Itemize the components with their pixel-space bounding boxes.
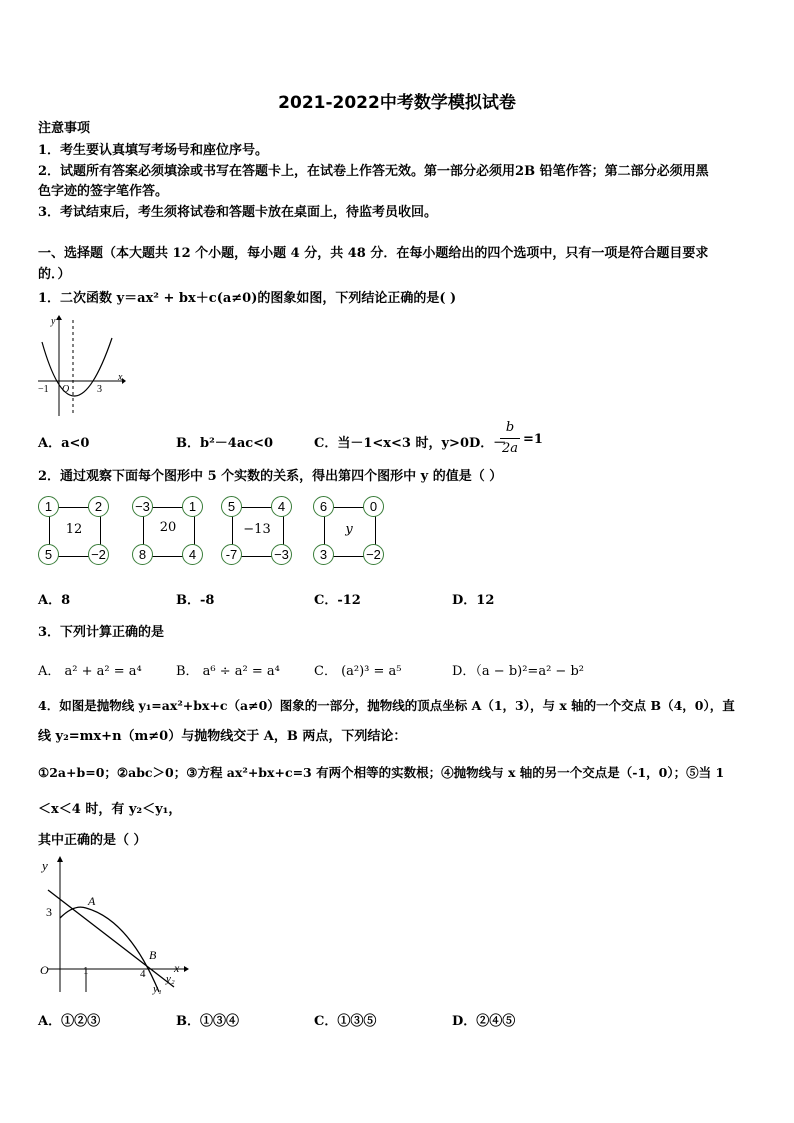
q3-option-b[interactable]: B． a⁶ ÷ a² = a⁴	[176, 664, 280, 679]
q3-option-c[interactable]: C． (a²)³ = a⁵	[314, 664, 402, 679]
q2-fig1-br: −2	[88, 544, 109, 565]
q3-option-d[interactable]: D．（a − b)²=a² − b²	[452, 664, 584, 679]
q2-fig2-tl: −3	[132, 496, 153, 517]
q4-y-label: y	[42, 858, 48, 873]
q4-option-c[interactable]: C．①③⑤	[314, 1014, 377, 1029]
q2-fig4-br: −2	[363, 544, 384, 565]
q2-fig2-bl: 8	[132, 544, 153, 565]
q4-question: 其中正确的是（ ）	[38, 833, 147, 848]
q1-frac-numerator: b	[505, 420, 515, 435]
section-heading: 一、选择题（本大题共 12 个小题，每小题 4 分，共 48 分．在每小题给出的四个选项中，只有一项是符合题目要求	[38, 246, 709, 261]
q4-tick-3: 3	[46, 905, 52, 919]
notice-heading: 注意事项	[38, 121, 91, 136]
q2-fig1-bl: 5	[38, 544, 59, 565]
q2-fig4-tr: 0	[363, 496, 384, 517]
q2-option-d[interactable]: D．12	[452, 593, 495, 608]
q4-option-d[interactable]: D．②④⑤	[452, 1014, 516, 1029]
q2-option-c[interactable]: C．-12	[314, 593, 361, 608]
q4-label-y2: y₂	[166, 973, 175, 985]
q1-option-c[interactable]: C．当－1<x<3 时，y>0D．－	[314, 436, 507, 451]
notice-item-3: 3．考试结束后，考生须将试卷和答题卡放在桌面上，待监考员收回。	[38, 205, 438, 220]
q1-x-label: x	[118, 372, 123, 383]
q1-tick-minus1: −1	[38, 384, 49, 395]
q2-fig3-tl: 5	[221, 496, 242, 517]
q4-tick-4: 4	[140, 968, 146, 980]
q4-graph	[34, 852, 194, 1000]
q4-option-a[interactable]: A．①②③	[38, 1014, 101, 1029]
q4-stem-line2: 线 y₂=mx+n（m≠0）与抛物线交于 A，B 两点，下列结论：	[38, 729, 407, 744]
q2-fig1-tr: 2	[88, 496, 109, 517]
q1-origin-label: O	[62, 384, 70, 395]
q2-fig2-center: 20	[159, 520, 177, 535]
q2-stem: 2．通过观察下面每个图形中 5 个实数的关系，得出第四个图形中 y 的值是（ ）	[38, 469, 503, 484]
q4-statements: ①2a+b=0；②abc＞0；③方程 ax²+bx+c=3 有两个相等的实数根；④抛物线与 x 轴的另一个交点是（-1，0）；⑤当 1	[38, 765, 725, 780]
q3-stem: 3．下列计算正确的是	[38, 625, 165, 640]
q4-tick-1: 1	[83, 965, 89, 977]
q1-tick-3: 3	[97, 384, 102, 395]
q4-point-b: B	[149, 948, 157, 962]
q4-x-label: x	[174, 961, 180, 975]
q2-fig1-center: 12	[65, 522, 83, 537]
q2-fig3-br: −3	[271, 544, 292, 565]
q2-fig4-bl: 3	[313, 544, 334, 565]
q1-frac-denominator: 2a	[501, 441, 519, 456]
q1-option-a[interactable]: A．a<0	[38, 436, 90, 451]
q4-statements-cont: ＜x＜4 时，有 y₂＜y₁，	[38, 802, 182, 817]
q2-option-a[interactable]: A．8	[38, 593, 71, 608]
q4-option-b[interactable]: B．①③④	[176, 1014, 239, 1029]
q2-fig3-center: −13	[243, 522, 271, 537]
q4-label-y1: y₁	[153, 983, 162, 995]
q4-stem-line1: 4．如图是抛物线 y₁=ax²+bx+c（a≠0）图象的一部分，抛物线的顶点坐标 A（1，3），与 x 轴的一个交点 B（4，0），直	[38, 698, 735, 713]
q2-fig3-bl: -7	[221, 544, 242, 565]
q1-stem: 1．二次函数 y＝ax² + bx＋c(a≠0)的图象如图，下列结论正确的是( )	[38, 291, 457, 306]
q2-fig4-tl: 6	[313, 496, 334, 517]
section-heading-cont: 的．）	[38, 267, 71, 282]
q1-option-d-tail: =1	[523, 432, 543, 447]
q3-option-a[interactable]: A． a² + a² = a⁴	[38, 664, 142, 679]
notice-item-2: 2．试题所有答案必须填涂或书写在答题卡上，在试卷上作答无效。第一部分必须用2B 铅笔作答；第二部分必须用黑	[38, 164, 709, 179]
q2-fig3-tr: 4	[271, 496, 292, 517]
q2-fig2-br: 4	[182, 544, 203, 565]
notice-item-1: 1．考生要认真填写考场号和座位序号。	[38, 143, 269, 158]
q2-fig1-tl: 1	[38, 496, 59, 517]
q4-origin-label: O	[40, 963, 49, 977]
q2-fig2-tr: 1	[182, 496, 203, 517]
q4-point-a: A	[88, 894, 96, 908]
q1-parabola-graph	[34, 312, 126, 422]
notice-item-2-cont: 色字迹的签字笔作答。	[38, 184, 169, 199]
q2-option-b[interactable]: B．-8	[176, 593, 215, 608]
q2-fig4-center: y	[345, 522, 353, 537]
q1-frac-bar	[500, 438, 520, 439]
q1-option-b[interactable]: B．b²－4ac<0	[176, 436, 274, 451]
page-title: 2021-2022中考数学模拟试卷	[278, 93, 516, 113]
q1-y-label: y	[51, 316, 56, 327]
